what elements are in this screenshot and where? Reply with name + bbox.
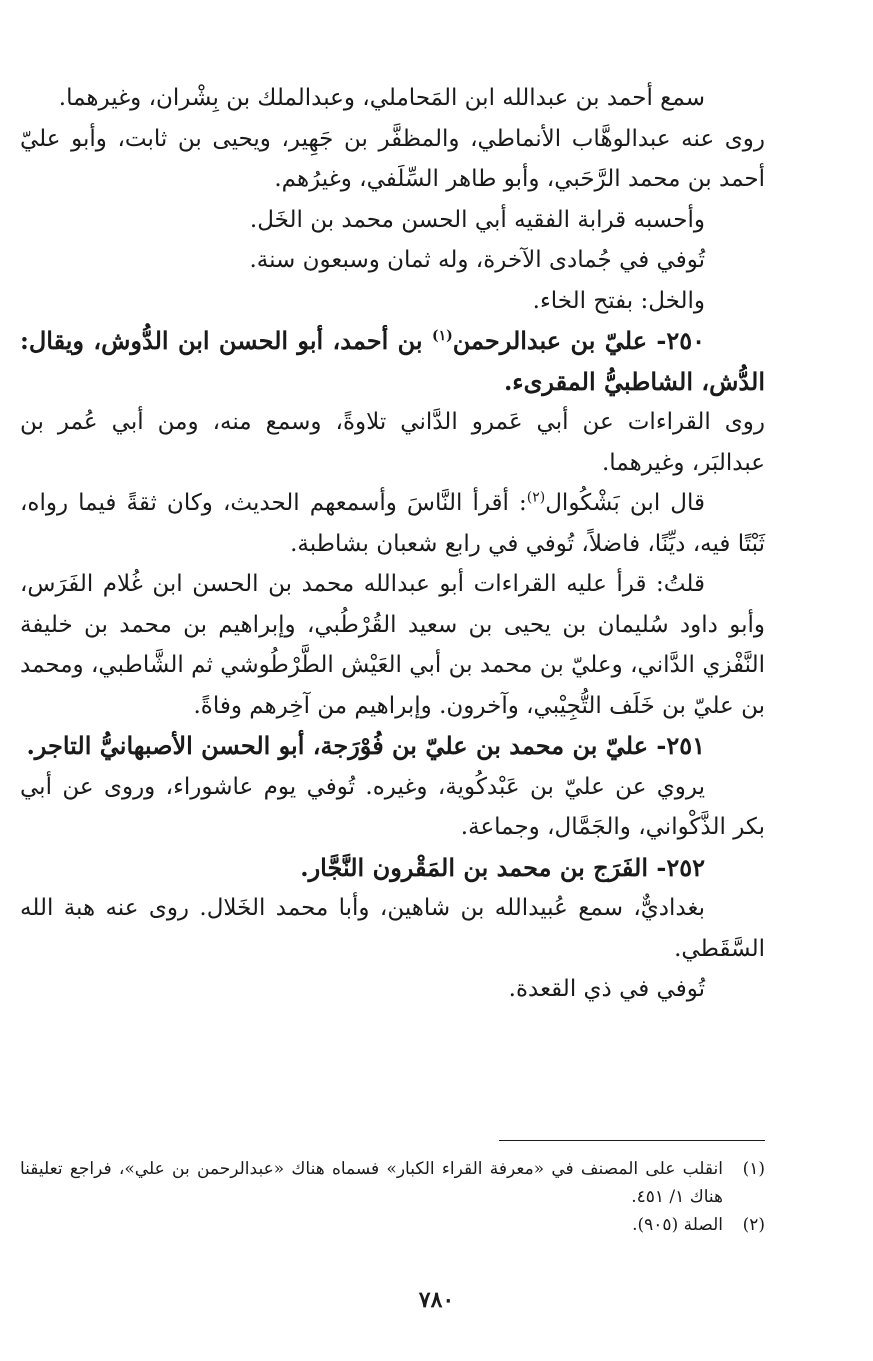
heading-text: ٢٥٠- عليّ بن عبدالرحمن bbox=[452, 326, 706, 355]
paragraph: بغداديٌّ، سمع عُبيدالله بن شاهين، وأبا محمد الخَلال. روى عنه هبة الله السَّقَطي. bbox=[20, 895, 765, 962]
paragraph: روى عنه عبدالوهَّاب الأنماطي، والمظفَّر بن جَهِير، ويحيى بن ثابت، وأبو عليّ أحمد بن محمد الرَّحَبي، وأبو طاهر السِّلَفي، وغيرُهم. bbox=[20, 125, 765, 192]
footnote bbox=[20, 1155, 765, 1211]
footnote-marker: (٢) bbox=[526, 489, 546, 506]
main-text bbox=[20, 78, 765, 1010]
paragraph: والخل: بفتح الخاء. bbox=[532, 287, 705, 314]
paragraph-text: قال ابن بَشْكُوال bbox=[545, 490, 706, 516]
footnote-text: الصلة (٩٠٥). bbox=[632, 1215, 723, 1235]
paragraph: قلتُ: قرأ عليه القراءات أبو عبدالله محمد بن الحسن ابن غُلام الفَرَس، وأبو داود سُليمان بن يحيى بن سعيد القُرْطُبي، وإبراهيم بن محمد بن خليفة النَّفْزي الدَّاني، وعليّ بن محمد بن أبي العَيْش الطَّرْطُوشي ثم الشَّاطبي، ومحمد بن عليّ بن خَلَف التُّجِيْبي، وآخرون. وإبراهيم من آخِرهم وفاةً. bbox=[20, 571, 765, 719]
footnote-number: (٢) bbox=[742, 1215, 765, 1235]
paragraph: تُوفي في ذي القعدة. bbox=[508, 976, 705, 1002]
paragraph: وأحسبه قرابة الفقيه أبي الحسن محمد بن الخَل. bbox=[249, 206, 705, 233]
page-number: ٧٨٠ bbox=[418, 1287, 455, 1313]
paragraph: سمع أحمد بن عبدالله ابن المَحاملي، وعبدالملك بن بِشْران، وغيرهما. bbox=[58, 85, 705, 111]
footnote-number: (١) bbox=[742, 1159, 765, 1179]
footnote-marker: (١) bbox=[431, 328, 453, 344]
entry-heading-252: ٢٥٢- الفَرَج بن محمد بن المَقْرون النَّجَّار. bbox=[300, 852, 705, 882]
paragraph: تُوفي في جُمادى الآخرة، وله ثمان وسبعون سنة. bbox=[249, 247, 705, 273]
heading-text-cont: بن أحمد، أبو الحسن ابن الدُّوش، ويقال: الدُّش، الشاطبيُّ المقرىء. bbox=[20, 326, 765, 396]
paragraph: يروي عن عليّ بن عَبْدكُوية، وغيره. تُوفي يوم عاشوراء، وروى عن أبي بكر الذَّكْواني، والجَمَّال، وجماعة. bbox=[20, 773, 765, 840]
footnote-text: انقلب على المصنف في «معرفة القراء الكبار» فسماه هناك «عبدالرحمن بن علي»، فراجع تعليقنا هناك ١/ ٤٥١. bbox=[20, 1159, 723, 1207]
paragraph bbox=[20, 483, 765, 564]
footnote bbox=[20, 1211, 765, 1239]
paragraph-text-cont: : أقرأ النَّاسَ وأسمعهم الحديث، وكان ثقةً فيما رواه، ثَبْتًا فيه، ديِّنًا، فاضلاً، تُوفي في رابع شعبان بشاطبة. bbox=[20, 490, 765, 557]
paragraph: روى القراءات عن أبي عَمرو الدَّاني تلاوةً، وسمع منه، ومن أبي عُمر بن عبدالبَر، وغيرهما. bbox=[20, 409, 765, 476]
entry-heading-251: ٢٥١- عليّ بن محمد بن عليّ بن فُوْرَجة، أبو الحسن الأصبهانيُّ التاجر. bbox=[26, 731, 705, 760]
footnote-divider bbox=[499, 1140, 765, 1141]
entry-heading-250 bbox=[20, 321, 765, 402]
footnotes bbox=[20, 1155, 765, 1239]
